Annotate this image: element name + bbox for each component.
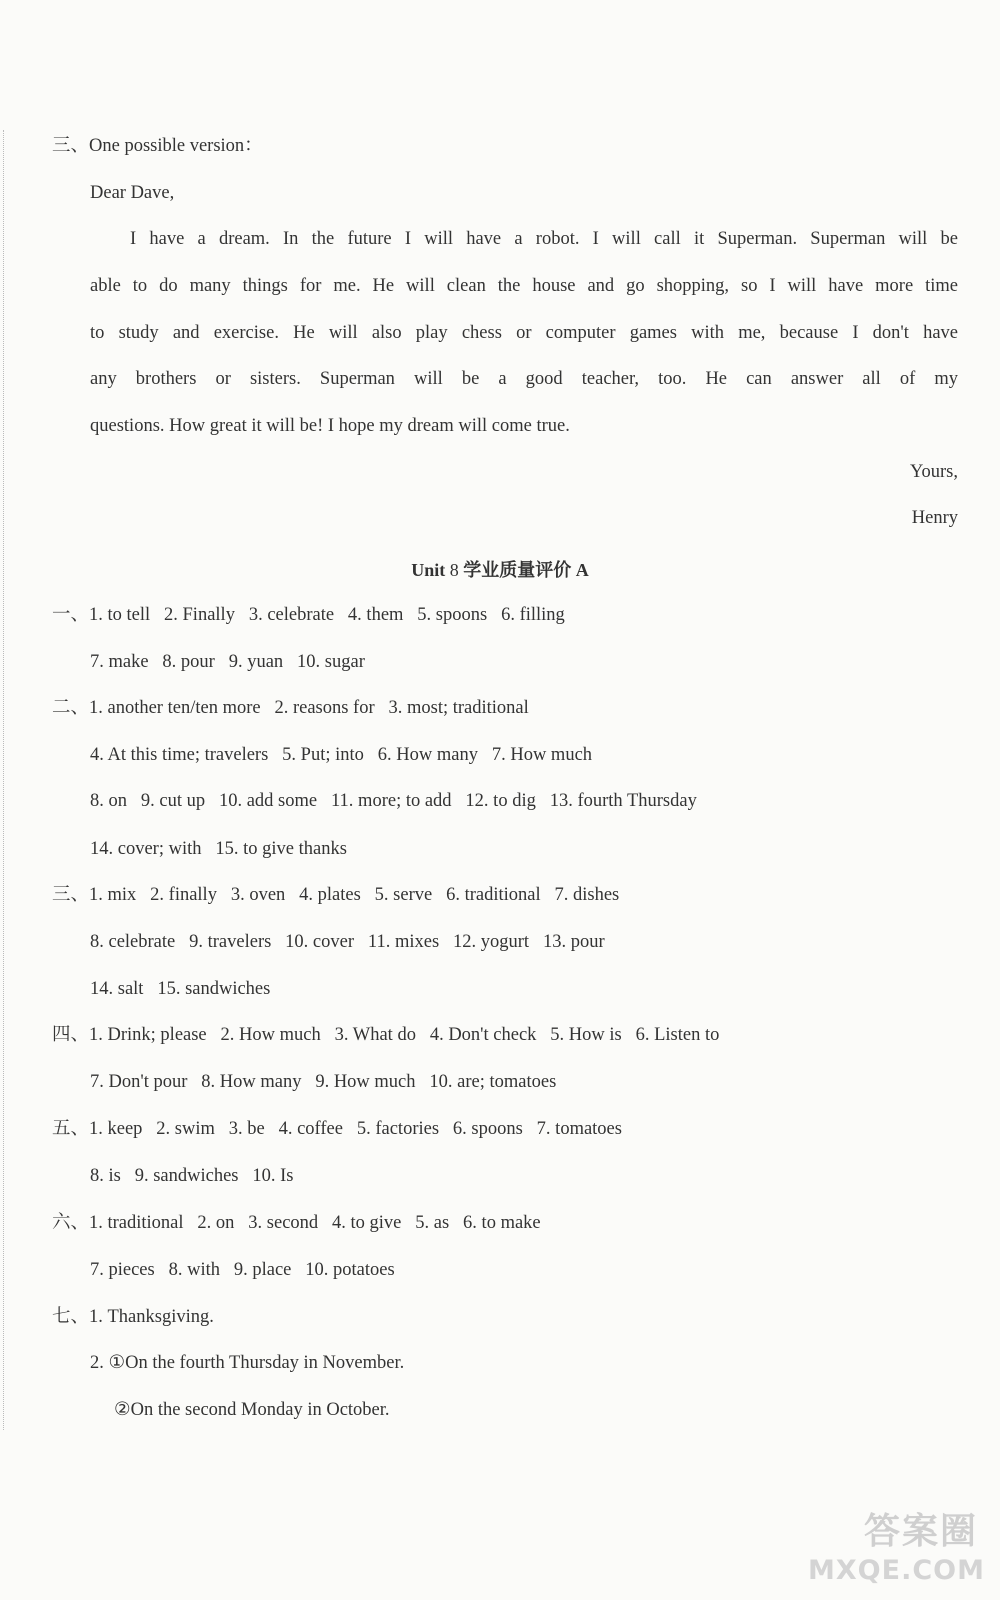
answer-line: 五、1. keep 2. swim 3. be 4. coffee 5. factories 6. spoons 7. tomatoes xyxy=(52,1119,622,1139)
answer-line: 7. pieces 8. with 9. place 10. potatoes xyxy=(90,1260,395,1280)
answer-line: ②On the second Monday in October. xyxy=(114,1400,390,1420)
essay-closing: Yours, xyxy=(910,462,958,482)
binding-line xyxy=(3,130,4,1430)
answer-line: 六、1. traditional 2. on 3. second 4. to give 5. as 6. to make xyxy=(52,1213,541,1233)
answer-line: 14. cover; with 15. to give thanks xyxy=(90,839,347,859)
answer-line: 一、1. to tell 2. Finally 3. celebrate 4. them 5. spoons 6. filling xyxy=(52,605,565,625)
answer-line: 三、1. mix 2. finally 3. oven 4. plates 5. serve 6. traditional 7. dishes xyxy=(52,885,620,905)
answer-line: 2. ①On the fourth Thursday in November. xyxy=(90,1353,405,1373)
answer-line: 7. Don't pour 8. How many 9. How much 10. are; tomatoes xyxy=(90,1072,557,1092)
answer-line: 四、1. Drink; please 2. How much 3. What do 4. Don't check 5. How is 6. Listen to xyxy=(52,1025,720,1045)
unit-title-suffix: 学业质量评价 A xyxy=(463,560,589,580)
essay-line: any brothers or sisters. Superman will be a good teacher, too. He can answer all of my xyxy=(90,369,958,389)
unit-title-number: 8 xyxy=(449,560,459,580)
answer-line: 4. At this time; travelers 5. Put; into 6. How many 7. How much xyxy=(90,745,593,765)
essay-signature: Henry xyxy=(911,508,958,528)
answer-line: 8. is 9. sandwiches 10. Is xyxy=(90,1166,294,1186)
essay-line: to study and exercise. He will also play chess or computer games with me, because I don't have xyxy=(90,323,958,343)
watermark-logo xyxy=(808,1510,985,1595)
essay-line: I have a dream. In the future I will have a robot. I will call it Superman. Superman will be xyxy=(130,229,958,249)
answer-line: 8. celebrate 9. travelers 10. cover 11. mixes 12. yogurt 13. pour xyxy=(90,932,605,952)
essay-heading: 三、One possible version： xyxy=(52,136,263,156)
essay-line: questions. How great it will be! I hope my dream will come true. xyxy=(90,416,570,436)
answer-line: 七、1. Thanksgiving. xyxy=(52,1307,214,1327)
answer-line: 二、1. another ten/ten more 2. reasons for 3. most; traditional xyxy=(52,698,529,718)
watermark-bottom: MXQE.COM xyxy=(808,1555,985,1586)
answer-line: 7. make 8. pour 9. yuan 10. sugar xyxy=(90,652,365,672)
answer-line: 8. on 9. cut up 10. add some 11. more; to add 12. to dig 13. fourth Thursday xyxy=(90,791,697,811)
answer-line: 14. salt 15. sandwiches xyxy=(90,979,271,999)
essay-greeting: Dear Dave, xyxy=(90,183,175,203)
unit-title-prefix: Unit xyxy=(411,560,446,580)
watermark-top: 答案圈 xyxy=(863,1511,978,1552)
essay-line: able to do many things for me. He will clean the house and go shopping, so I will have more time xyxy=(90,276,958,296)
unit-title xyxy=(0,558,1000,582)
